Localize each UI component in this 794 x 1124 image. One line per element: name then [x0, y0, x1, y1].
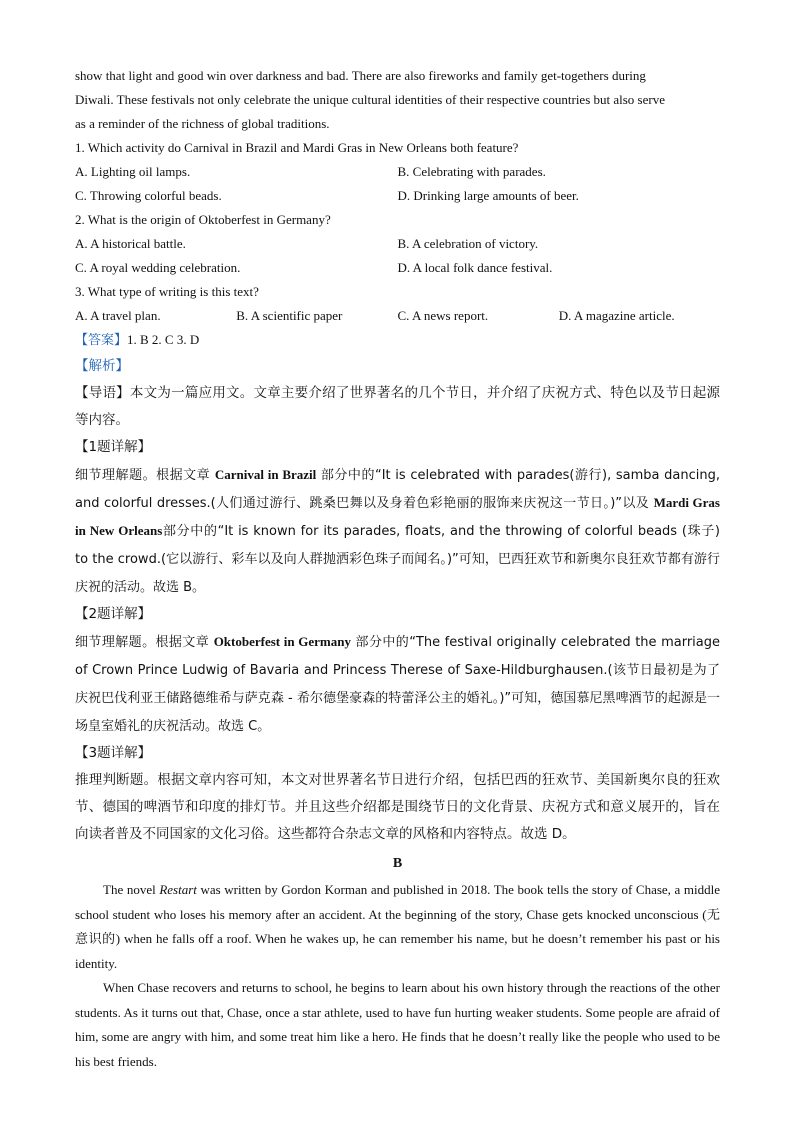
passage-paragraph [75, 878, 720, 976]
detail-text: 部分中的“It is celebrated with parades(游行), samba dancing, and colorful dresses.(人们通过游行、跳桑巴舞以及身着色彩艳丽的服饰来庆祝这一节日。)”以及 [75, 468, 720, 511]
detail-2-paragraph [75, 628, 720, 740]
detail-3-paragraph: 推理判断题。根据文章内容可知，本文对世界著名节日进行介绍，包括巴西的狂欢节、美国新奥尔良的狂欢节、德国的啤酒节和印度的排灯节。并且这些介绍都是围绕节日的文化背景、庆祝方式和意义展开的，旨在向读者普及不同国家的文化习俗。这些都符合杂志文章的风格和内容特点。故选 D。 [75, 772, 720, 842]
answer-tag: 【答案】 [75, 333, 128, 348]
question-stem: 2. What is the origin of Oktoberfest in Germany? [75, 212, 331, 227]
question-2 [75, 208, 720, 280]
intro-paragraph [75, 64, 720, 136]
option-row [75, 232, 720, 256]
option-a: A. A travel plan. [75, 308, 161, 323]
guide-paragraph [75, 380, 720, 434]
option-row [75, 184, 720, 208]
question-3 [75, 280, 720, 328]
option-row [75, 256, 720, 280]
detail-1-paragraph [75, 461, 720, 601]
detail-1-heading: 【1题详解】 [75, 439, 152, 455]
guide-text: 本文为一篇应用文。文章主要介绍了世界著名的几个节日，并介绍了庆祝方式、特色以及节日起源等内容。 [75, 385, 721, 428]
option-d: D. A local folk dance festival. [397, 260, 553, 275]
document-page [75, 64, 720, 1074]
option-c: C. A news report. [397, 308, 489, 323]
passage-text: was written by Gordon Korman and published in 2018. The book tells the story of Chase, a middle school student who loses his memory after an accident. At the beginning of the story, Chase gets knocked unconscious (无意识的) when he falls off a roof. When he wakes up, he can remember his name, but he doesn’t remember his past or his identity. [75, 882, 721, 971]
option-a: A. Lighting oil lamps. [75, 164, 191, 179]
analysis-tag-line [75, 353, 720, 380]
question-1 [75, 136, 720, 208]
option-c: C. A royal wedding celebration. [75, 260, 241, 275]
answer-text: 1. B 2. C 3. D [127, 332, 200, 347]
question-stem: 1. Which activity do Carnival in Brazil and Mardi Gras in New Orleans both feature? [75, 140, 519, 155]
option-c: C. Throwing colorful beads. [75, 188, 222, 203]
detail-text: 部分中的“The festival originally celebrated the marriage of Crown Prince Ludwig of Bavaria and Princess Therese of Saxe-Hildburghausen.(该节日最初是为了庆祝巴伐利亚王储路德维希与萨克森 - 希尔德堡豪森的特蕾泽公主的婚礼。)”可知，德国慕尼黑啤酒节的起源是一场皇室婚礼的庆祝活动。故选 C。 [75, 635, 720, 734]
option-b: B. A scientific paper [236, 308, 343, 323]
section-heading: B [392, 856, 403, 871]
option-b: B. A celebration of victory. [397, 236, 539, 251]
detail-bold: Mardi Gras in New Orleans [75, 495, 720, 538]
option-b: B. Celebrating with parades. [397, 164, 546, 179]
option-a: A. A historical battle. [75, 236, 186, 251]
option-row [75, 160, 720, 184]
detail-text: 细节理解题。根据文章 [75, 635, 214, 650]
intro-line: Diwali. These festivals not only celebrate the unique cultural identities of their respective countries but also serve [75, 92, 665, 107]
passage-paragraph: When Chase recovers and returns to school, he begins to learn about his own history through the reactions of the other students. As it turns out that, Chase, once a star athlete, used to have fun hurting weaker students. Some people are afraid of him, some are angry with him, and some treat him like a hero. He finds that he doesn’t really like the people who used to be his best friends. [75, 980, 720, 1069]
detail-bold: Oktoberfest in Germany [213, 634, 351, 649]
option-d: D. Drinking large amounts of beer. [397, 188, 579, 203]
book-title: Restart [159, 882, 197, 897]
detail-2-heading: 【2题详解】 [75, 606, 152, 622]
intro-line: as a reminder of the richness of global traditions. [75, 116, 330, 131]
guide-tag: 【导语】 [75, 385, 130, 401]
question-stem: 3. What type of writing is this text? [75, 284, 259, 299]
analysis-tag: 【解析】 [75, 358, 129, 374]
detail-3-heading: 【3题详解】 [75, 745, 152, 761]
detail-text: 细节理解题。根据文章 [75, 468, 215, 483]
detail-text: 部分中的“It is known for its parades, floats, and the throwing of colorful beads (珠子) to the crowd.(它以游行、彩车以及向人群抛洒彩色珠子而闻名。)”可知，巴西狂欢节和新奥尔良狂欢节都有游行庆祝的活动。故选 B。 [75, 524, 720, 595]
answer-line [75, 328, 720, 353]
option-row [75, 304, 720, 328]
option-d: D. A magazine article. [558, 308, 675, 323]
detail-bold: Carnival in Brazil [214, 467, 317, 482]
passage-text: The novel [103, 882, 160, 897]
intro-line: show that light and good win over darkness and bad. There are also fireworks and family get-togethers during [75, 68, 646, 83]
